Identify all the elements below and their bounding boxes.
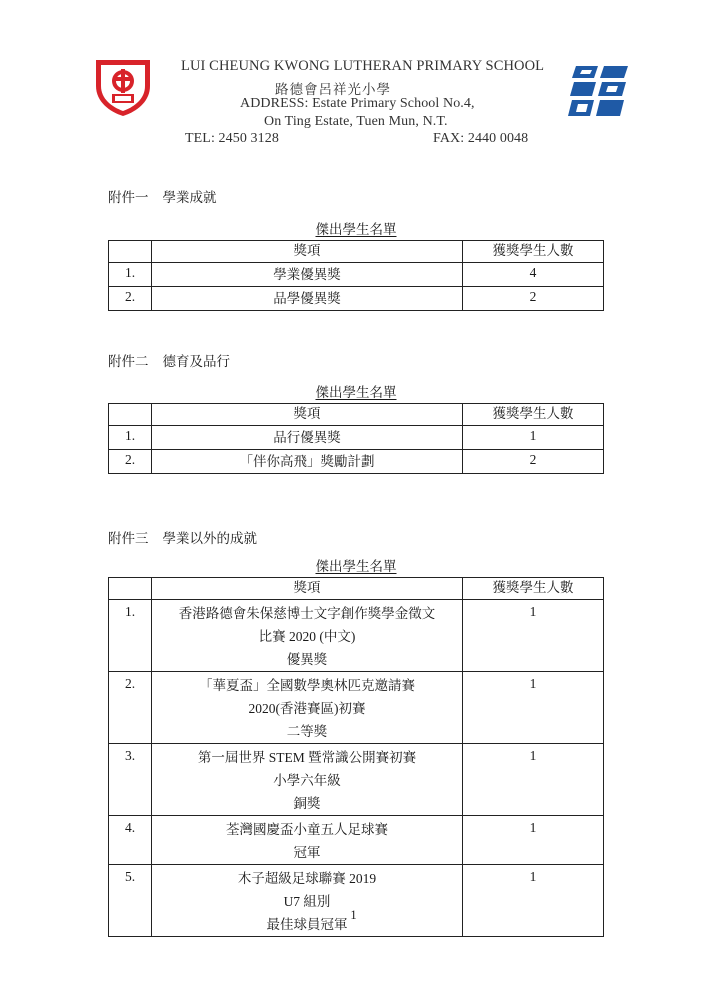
section-label: 附件一	[108, 190, 149, 205]
header-count: 獲獎學生人數	[463, 578, 604, 600]
table-row	[109, 865, 604, 937]
section-label: 附件三	[108, 531, 149, 546]
table-header-row	[109, 404, 604, 426]
section-heading-1	[108, 186, 217, 206]
row-count: 2	[463, 287, 604, 311]
row-item: 香港路德會朱保慈博士文字創作獎學金徵文 比賽 2020 (中文) 優異獎	[152, 600, 463, 672]
row-no: 5.	[109, 865, 152, 937]
telephone: TEL: 2450 3128	[185, 131, 279, 146]
header-item: 獎項	[152, 578, 463, 600]
row-no: 1.	[109, 600, 152, 672]
row-count: 1	[463, 600, 604, 672]
header-no	[109, 241, 152, 263]
section-label: 附件二	[108, 354, 149, 369]
table-row	[109, 287, 604, 311]
header-count: 獲獎學生人數	[463, 241, 604, 263]
address-line-2: On Ting Estate, Tuen Mun, N.T.	[264, 114, 448, 129]
row-no: 4.	[109, 816, 152, 865]
row-item: 品行優異獎	[152, 426, 463, 450]
row-item: 學業優異獎	[152, 263, 463, 287]
row-item: 木子超級足球聯賽 2019 U7 組別 最佳球員冠軍	[152, 865, 463, 937]
table-row	[109, 816, 604, 865]
table-header-row	[109, 241, 604, 263]
lutheran-logo-icon	[568, 62, 632, 120]
table-caption-1: 傑出學生名單	[315, 222, 397, 237]
awards-table-2	[108, 403, 604, 474]
table-caption-3: 傑出學生名單	[315, 559, 397, 574]
table-row	[109, 672, 604, 744]
row-item: 「伴你高飛」獎勵計劃	[152, 450, 463, 474]
row-count: 1	[463, 816, 604, 865]
row-no: 3.	[109, 744, 152, 816]
section-title: 德育及品行	[162, 354, 230, 369]
table-row	[109, 426, 604, 450]
row-count: 1	[463, 744, 604, 816]
row-count: 1	[463, 426, 604, 450]
awards-table-3	[108, 577, 604, 937]
section-title: 學業以外的成就	[162, 531, 257, 546]
header-no	[109, 404, 152, 426]
section-heading-3	[108, 527, 257, 547]
table-row	[109, 744, 604, 816]
row-count: 4	[463, 263, 604, 287]
header-item: 獎項	[152, 241, 463, 263]
row-item: 「華夏盃」全國數學奧林匹克邀請賽 2020(香港賽區)初賽 二等獎	[152, 672, 463, 744]
school-name-zh: 路德會呂祥光小學	[275, 82, 391, 97]
row-item: 品學優異獎	[152, 287, 463, 311]
row-item: 第一屆世界 STEM 暨常識公開賽初賽 小學六年級 銅獎	[152, 744, 463, 816]
row-no: 1.	[109, 426, 152, 450]
table-header-row	[109, 578, 604, 600]
school-crest-icon	[92, 56, 154, 118]
awards-table-1	[108, 240, 604, 311]
address-line-1: ADDRESS: Estate Primary School No.4,	[240, 96, 475, 111]
row-no: 1.	[109, 263, 152, 287]
fax: FAX: 2440 0048	[433, 131, 529, 146]
school-name-en: LUI CHEUNG KWONG LUTHERAN PRIMARY SCHOOL	[181, 58, 545, 74]
table-row	[109, 450, 604, 474]
page-number: 1	[350, 908, 357, 922]
row-no: 2.	[109, 287, 152, 311]
row-item: 荃灣國慶盃小童五人足球賽 冠軍	[152, 816, 463, 865]
row-no: 2.	[109, 672, 152, 744]
row-no: 2.	[109, 450, 152, 474]
row-count: 2	[463, 450, 604, 474]
row-count: 1	[463, 865, 604, 937]
table-row	[109, 600, 604, 672]
section-heading-2	[108, 350, 230, 370]
table-caption-2: 傑出學生名單	[315, 385, 397, 400]
row-count: 1	[463, 672, 604, 744]
table-row	[109, 263, 604, 287]
header-count: 獲獎學生人數	[463, 404, 604, 426]
header-no	[109, 578, 152, 600]
header-item: 獎項	[152, 404, 463, 426]
section-title: 學業成就	[162, 190, 217, 205]
